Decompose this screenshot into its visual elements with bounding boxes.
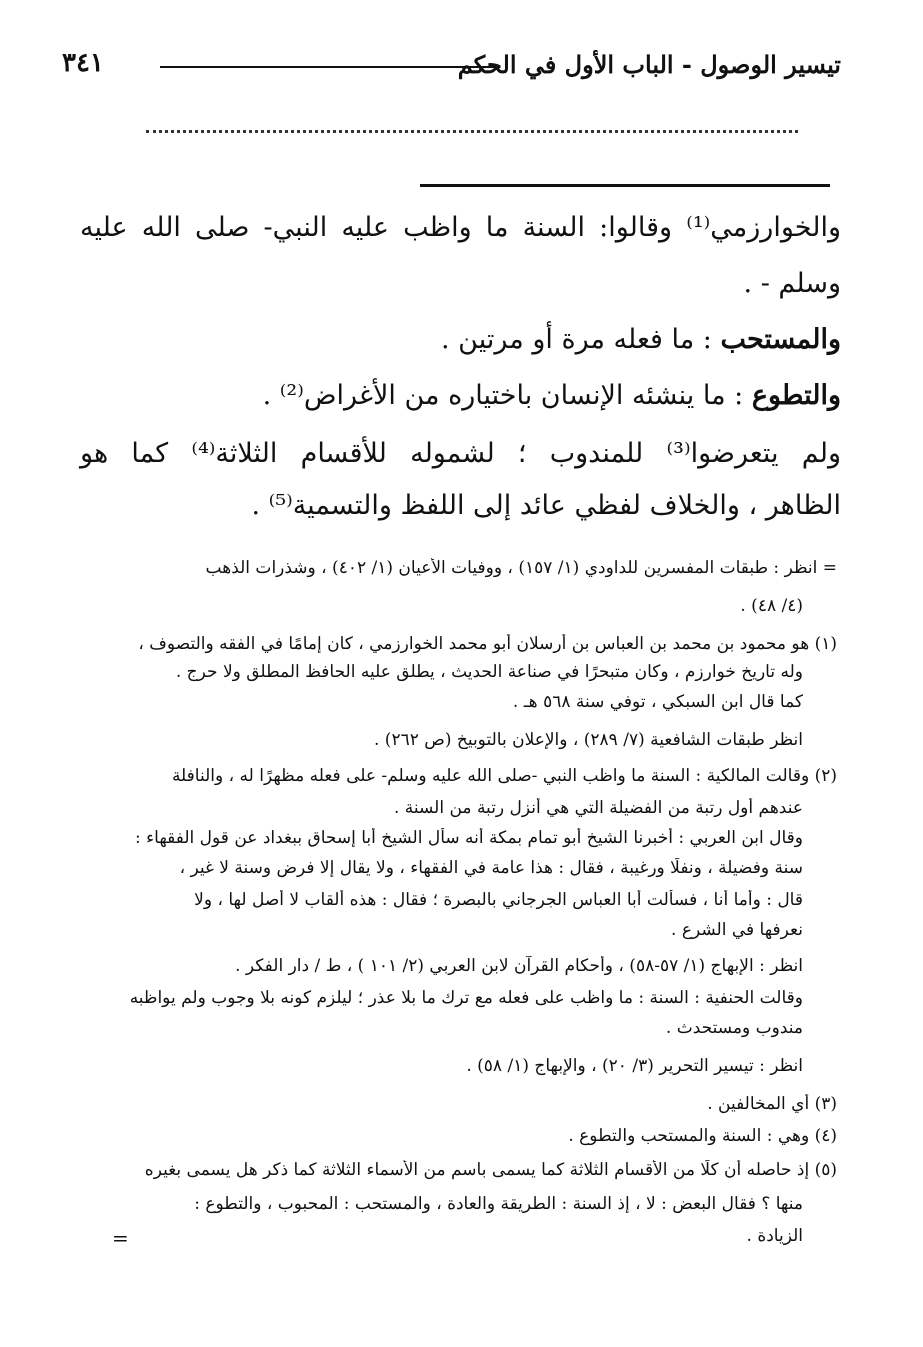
- footnote-line: سنة وفضيلة ، ونفلًا ورغيبة ، فقال : هذا عامة في الفقهاء ، ولا يقال إلا فرض وسنة لا غير ،: [179, 858, 803, 878]
- footnote-line: (٤/ ٤٨) .: [740, 596, 803, 616]
- footnote-line: (٢) وقالت المالكية : السنة ما واظب النبي -صلى الله عليه وسلم- على فعله مظهرًا له ، والنافلة: [171, 766, 837, 786]
- main-text-line-6: الظاهر ، والخلاف لفظي عائد إلى اللفظ والتسمية⁽⁵⁾ .: [251, 490, 841, 521]
- footnote-line: انظر : تيسير التحرير (٣/ ٢٠) ، والإبهاج (١/ ٥٨) .: [466, 1056, 803, 1076]
- footnote-line: = انظر : طبقات المفسرين للداودي (١/ ١٥٧) ، ووفيات الأعيان (١/ ٤٠٢) ، وشذرات الذهب: [205, 558, 837, 578]
- definition-tatawwu-text: : ما ينشئه الإنسان باختياره من الأغراض⁽²⁾ .: [262, 380, 744, 411]
- definition-mustahab-text: : ما فعله مرة أو مرتين .: [441, 324, 712, 355]
- main-text-line-1: والخوارزمي⁽¹⁾ وقالوا: السنة ما واظب عليه النبي- صلى الله عليه: [80, 212, 841, 243]
- main-text-line-2: وسلم - .: [743, 268, 841, 299]
- footnote-line: قال : وأما أنا ، فسألت أبا العباس الجرجاني بالبصرة ؛ فقال : هذه ألقاب لا أصل لها ، ولا: [194, 890, 803, 910]
- term-tatawwu: والتطوع: [751, 380, 841, 411]
- main-text-line-5: ولم يتعرضوا⁽³⁾ للمندوب ؛ لشموله للأقسام الثلاثة⁽⁴⁾ كما هو: [80, 438, 841, 469]
- footnote-line: عندهم أول رتبة من الفضيلة التي هي أنزل رتبة من السنة .: [393, 798, 803, 818]
- term-mustahab: والمستحب: [720, 324, 841, 355]
- footnote-line: نعرفها في الشرع .: [671, 920, 803, 940]
- footnote-line: انظر : الإبهاج (١/ ٥٧-٥٨) ، وأحكام القرآن لابن العربي (٢/ ١٠١ ) ، ط / دار الفكر .: [235, 956, 803, 976]
- footnote-line: كما قال ابن السبكي ، توفي سنة ٥٦٨ هـ .: [512, 692, 803, 712]
- footnote-line: (٤) وهي : السنة والمستحب والتطوع .: [568, 1126, 837, 1146]
- footnote-line: وقالت الحنفية : السنة : ما واظب على فعله مع ترك ما بلا عذر ؛ ليلزم كونه بلا وجوب ولم يواظبه: [129, 988, 803, 1008]
- footnote-line: (٣) أي المخالفين .: [707, 1094, 837, 1114]
- section-rule: [420, 184, 830, 187]
- footnote-line: منها ؟ فقال البعض : لا ، إذ السنة : الطريقة والعادة ، والمستحب : المحبوب ، والتطوع :: [194, 1194, 803, 1214]
- definition-mustahab: [441, 324, 841, 355]
- dotted-separator: [146, 130, 798, 133]
- footnote-line: (١) هو محمود بن محمد بن العباس بن أرسلان أبو محمد الخوارزمي ، كان إمامًا في الفقه والتصوف ،: [138, 634, 837, 654]
- footnote-line: وقال ابن العربي : أخبرنا الشيخ أبو تمام بمكة أنه سأل الشيخ أبا إسحاق ببغداد عن قول الفقهاء :: [135, 828, 803, 848]
- footnote-line: انظر طبقات الشافعية (٧/ ٢٨٩) ، والإعلان بالتوبيخ (ص ٢٦٢) .: [374, 730, 803, 750]
- page-number: ٣٤١: [62, 48, 104, 78]
- continuation-mark: =: [112, 1226, 129, 1250]
- page-header-title: تيسير الوصول - الباب الأول في الحكم: [457, 50, 841, 79]
- footnote-line: مندوب ومستحدث .: [665, 1018, 803, 1038]
- header-rule: [160, 66, 498, 68]
- definition-tatawwu: [263, 380, 841, 411]
- footnote-line: (٥) إذ حاصله أن كلًا من الأقسام الثلاثة كما يسمى باسم من الأسماء الثلاثة كما ذكر هل يسمى بغيره: [144, 1160, 837, 1180]
- footnote-line: الزيادة .: [746, 1226, 803, 1246]
- footnote-line: وله تاريخ خوارزم ، وكان متبحرًا في صناعة الحديث ، يطلق عليه الحافظ المطلق ولا حرج .: [175, 662, 803, 682]
